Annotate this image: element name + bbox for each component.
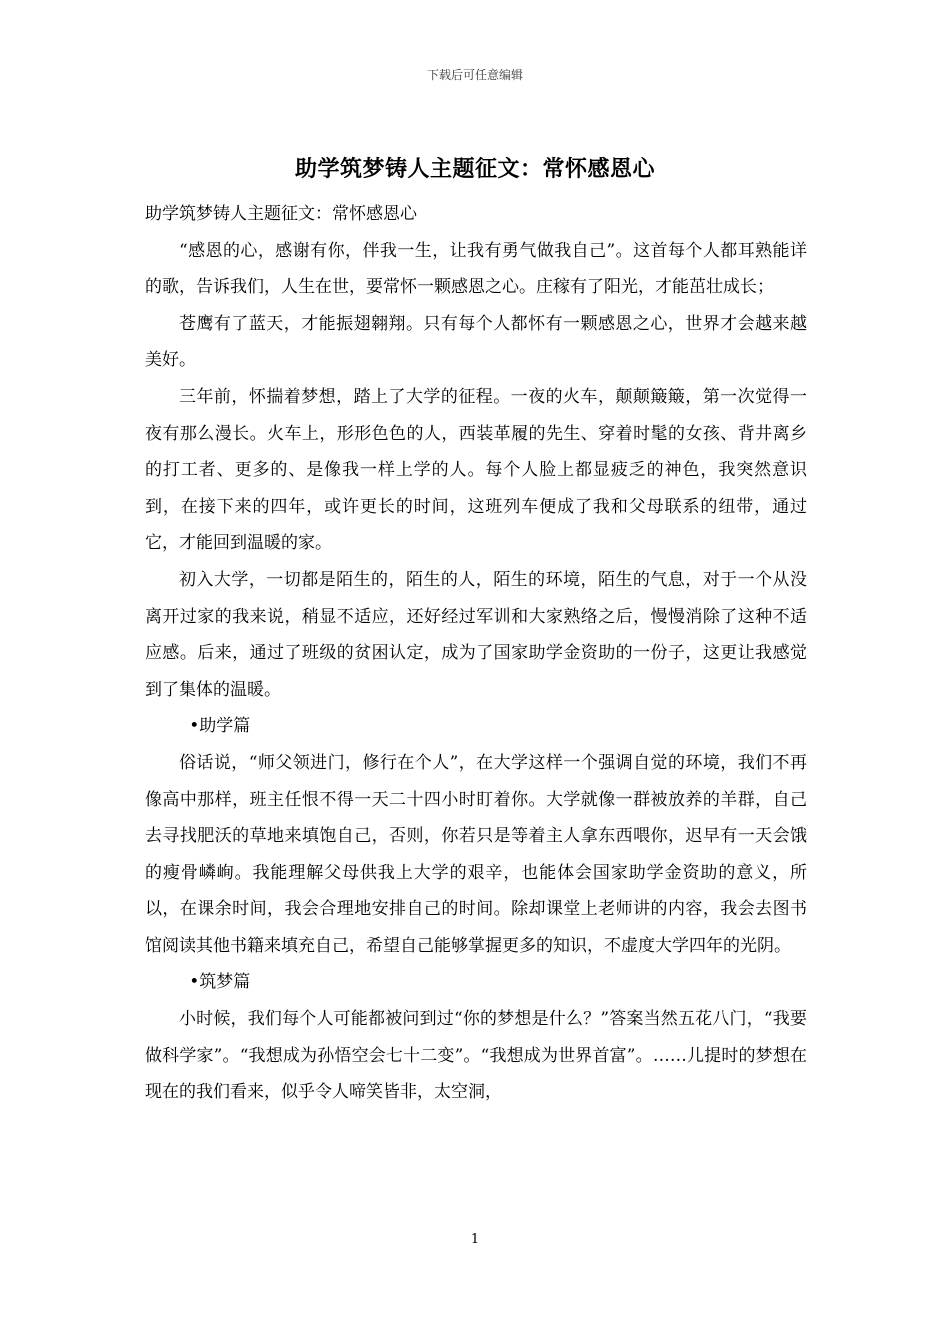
paragraph-assistance: 俗话说，“师父领进门，修行在个人”，在大学这样一个强调自觉的环境，我们不再像高中那样，班主任恨不得一天二十四小时盯着你。大学就像一群被放养的羊群，自己去寻找肥沃的草地来填饱自己，否则，你若只是等着主人拿东西喂你，迟早有一天会饿的瘦骨嶙峋。我能理解父母供我上大学的艰辛，也能体会国家助学金资助的意义，所以，在课余时间，我会合理地安排自己的时间。除却课堂上老师讲的内容，我会去图书馆阅读其他书籍来填充自己，希望自己能够掌握更多的知识，不虚度大学四年的光阴。 xyxy=(145,752,807,956)
subtitle-line: 助学筑梦铸人主题征文：常怀感恩心 xyxy=(145,204,417,224)
paragraph-3: 三年前，怀揣着梦想，踏上了大学的征程。一夜的火车，颠颠簸簸，第一次觉得一夜有那么漫长。火车上，形形色色的人，西装革履的先生、穿着时髦的女孩、背井离乡的打工者、更多的、是像我一样上学的人。每个人脸上都显疲乏的神色，我突然意识到，在接下来的四年，或许更长的时间，这班列车便成了我和父母联系的纽带，通过它，才能回到温暖的家。 xyxy=(145,386,807,554)
paragraph-1: “感恩的心，感谢有你，伴我一生，让我有勇气做我自己”。这首每个人都耳熟能详的歌，告诉我们，人生在世，要常怀一颗感恩之心。庄稼有了阳光，才能茁壮成长； xyxy=(145,240,807,298)
document-body xyxy=(145,196,807,1111)
section-heading-dream: •筑梦篇 xyxy=(189,972,251,993)
document-title: 助学筑梦铸人主题征文：常怀感恩心 xyxy=(294,156,655,182)
paragraph-4: 初入大学，一切都是陌生的，陌生的人，陌生的环境，陌生的气息，对于一个从没离开过家的我来说，稍显不适应，还好经过军训和大家熟络之后，慢慢消除了这种不适应感。后来，通过了班级的贫困认定，成为了国家助学金资助的一份子，这更让我感觉到了集体的温暖。 xyxy=(145,569,807,700)
paragraph-dream: 小时候，我们每个人可能都被问到过“你的梦想是什么？”答案当然五花八门，“我要做科学家”。“我想成为孙悟空会七十二变”。“我想成为世界首富”。……儿提时的梦想在现在的我们看来，似乎令人啼笑皆非，太空洞， xyxy=(145,1009,807,1103)
header-note: 下载后可任意编辑 xyxy=(426,68,523,82)
paragraph-2: 苍鹰有了蓝天，才能振翅翱翔。只有每个人都怀有一颗感恩之心，世界才会越来越美好。 xyxy=(145,313,807,371)
section-heading-assistance: •助学篇 xyxy=(189,716,251,737)
page-number: 1 xyxy=(470,1232,480,1247)
